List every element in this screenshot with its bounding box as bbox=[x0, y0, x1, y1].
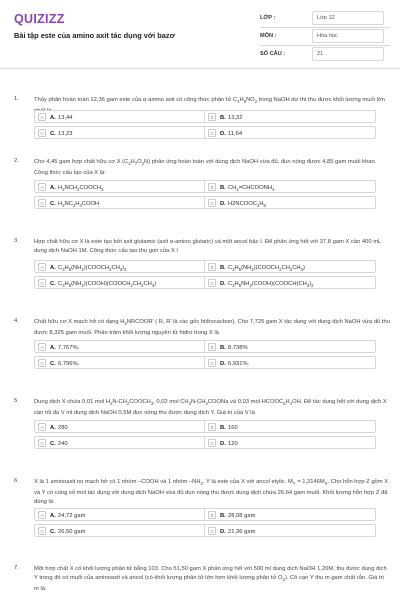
question-number: 4. bbox=[14, 318, 19, 324]
answer-option-a[interactable] bbox=[34, 110, 206, 123]
question-number: 3. bbox=[14, 238, 19, 244]
meta-row-count bbox=[260, 46, 390, 64]
option-checkbox[interactable]: A bbox=[38, 511, 46, 519]
option-letter: D. bbox=[220, 528, 226, 535]
question-number: 7. bbox=[14, 565, 19, 571]
worksheet-header bbox=[0, 0, 400, 66]
option-letter: C. bbox=[50, 200, 56, 207]
answer-option-a[interactable] bbox=[34, 508, 206, 521]
option-text: 7,767%. bbox=[58, 344, 80, 351]
option-checkbox[interactable]: A bbox=[38, 263, 46, 271]
answer-option-d[interactable] bbox=[204, 276, 376, 289]
option-text: $C_3H_5NH_2(COOH)(COOCH(CH_3)_2$ bbox=[228, 280, 314, 288]
option-letter: D. bbox=[220, 360, 226, 367]
option-letter: B. bbox=[220, 114, 226, 121]
option-letter: D. bbox=[220, 130, 226, 137]
option-checkbox[interactable]: B bbox=[208, 263, 216, 271]
option-checkbox[interactable]: B bbox=[208, 113, 216, 121]
option-text: $C_3H_5(NH_2)(COOCH_2CH_2CH_3)$ bbox=[228, 264, 305, 272]
option-letter: A. bbox=[50, 512, 56, 519]
question-text: Hợp chất hữu cơ X là este tạo bởi axit glutamic (axit α-amino glutaric) và một ancol bậc I. Để phản ứng hết với 37,8 gam X cần 400 mL dung dịch NaOH 1M. Công thức cấu tạo thu gọn của X l bbox=[34, 239, 382, 254]
meta-row-subject bbox=[260, 28, 390, 46]
question-text: X là 1 aminoaxit no mạch hở có 1 nhóm –COOH và 1 nhóm $-NH_2$. Y là este của X với ancol etylic. $M_Y = 1,3146M_X$. Cho hỗn hợp Z gồm X và Y có cùng số mol tác dụng với dung dịch NaOH vừa đủ đun nóng thu được dung dịch chứa 26,64 gam muối. Khối lượng hỗn hợp Z đã dùng là: bbox=[34, 479, 389, 505]
option-text: 160 bbox=[228, 424, 238, 431]
option-letter: A. bbox=[50, 424, 56, 431]
option-letter: A. bbox=[50, 184, 56, 191]
option-letter: A. bbox=[50, 344, 56, 351]
option-checkbox[interactable]: C bbox=[38, 359, 46, 367]
answer-option-c[interactable] bbox=[34, 126, 206, 139]
option-checkbox[interactable]: D bbox=[208, 359, 216, 367]
question-text: Thủy phân hoàn toàn 12,36 gam este của α-amino axit có công thức phân tử $C_4H_9NO_2$ trong NaOH dư thì thu được khối lượng muối lớn bbox=[34, 97, 385, 105]
option-letter: C. bbox=[50, 360, 56, 367]
answer-option-c[interactable] bbox=[34, 436, 206, 449]
option-letter: D. bbox=[220, 200, 226, 207]
option-text: 120 bbox=[228, 440, 238, 447]
option-letter: A. bbox=[50, 114, 56, 121]
question-text: Chất hữu cơ X mạch hở có dạng $H_2NRCOOR'$ ( R, R' là các gốc hiđrocacbon). Cho 7,725 gam X tác dụng với dung dịch NaOH vừa đủ thu được 8,325 gam muối. Phần trăm khối lượng nguyên tử hiđro trong X là bbox=[34, 319, 390, 336]
option-text: 240 bbox=[58, 440, 68, 447]
option-text: $C_3H_5(NH_2)(COOCH_2CH_3)_2$ bbox=[58, 264, 127, 272]
meta-label: SỐ CÂU : bbox=[260, 51, 286, 57]
option-checkbox[interactable]: C bbox=[38, 527, 46, 535]
question-number: 6. bbox=[14, 478, 19, 484]
meta-value-field[interactable]: 21 bbox=[312, 47, 384, 61]
question-number: 2. bbox=[14, 158, 19, 164]
option-text: 6,796%. bbox=[58, 360, 80, 367]
option-text: $H_2NCH_2COOCH_3$ bbox=[58, 184, 104, 192]
answer-option-c[interactable] bbox=[34, 276, 206, 289]
option-text: 280 bbox=[58, 424, 68, 431]
option-text: 24,72 gam bbox=[58, 512, 86, 519]
answer-option-d[interactable] bbox=[204, 126, 376, 139]
option-letter: B. bbox=[220, 424, 226, 431]
question-number: 1. bbox=[14, 96, 19, 102]
question-number: 5. bbox=[14, 398, 19, 404]
question-text: Cho 4,45 gam hợp chất hữu cơ X $(C_3H_7O_2N)$ phản ứng hoàn toàn với dung dịch NaOH vừa đủ, đun nóng được 4,85 gam muối khan. Công thức cấu tạo của X là: bbox=[34, 159, 377, 176]
header-divider bbox=[0, 68, 400, 69]
answer-option-b[interactable] bbox=[204, 508, 376, 521]
answer-option-d[interactable] bbox=[204, 196, 376, 209]
option-checkbox[interactable]: A bbox=[38, 423, 46, 431]
option-text: $H_2NC_2H_4COOH$ bbox=[58, 200, 100, 208]
option-text: $CH_2=CHCOONH_4$ bbox=[228, 184, 275, 192]
meta-label: MÔN : bbox=[260, 33, 277, 39]
option-checkbox[interactable]: C bbox=[38, 439, 46, 447]
option-text: 13,32 bbox=[228, 114, 243, 121]
answer-option-b[interactable] bbox=[204, 180, 376, 193]
option-letter: C. bbox=[50, 528, 56, 535]
answer-option-a[interactable] bbox=[34, 340, 206, 353]
answer-option-d[interactable] bbox=[204, 356, 376, 369]
question-text: Một hợp chất X có khối lượng phân tử bằng 103. Cho 51,50 gam X phản ứng hết với 500 ml dung dịch NaOH 1,20M, thu được dung dịch Y trong đó có muối của aminoaxit và ancol (có khối lượng phân tử lớn hơn khối lượng phân tử $O_2$). Cô cạn Y thu m gam chất rắn. Giá trị m là: bbox=[34, 566, 387, 592]
option-checkbox[interactable]: B bbox=[208, 183, 216, 191]
option-text: 28,08 gam bbox=[228, 512, 256, 519]
meta-value-field[interactable]: Hóa học bbox=[312, 29, 384, 43]
option-checkbox[interactable]: D bbox=[208, 199, 216, 207]
option-letter: C. bbox=[50, 440, 56, 447]
option-checkbox[interactable]: A bbox=[38, 113, 46, 121]
meta-label: LỚP : bbox=[260, 15, 276, 21]
option-letter: A. bbox=[50, 264, 56, 271]
option-text: 13,23 bbox=[58, 130, 73, 137]
option-letter: B. bbox=[220, 184, 226, 191]
option-checkbox[interactable]: B bbox=[208, 343, 216, 351]
answer-option-b[interactable] bbox=[204, 260, 376, 273]
option-checkbox[interactable]: C bbox=[38, 199, 46, 207]
answer-option-c[interactable] bbox=[34, 356, 206, 369]
option-letter: C. bbox=[50, 130, 56, 137]
option-letter: B. bbox=[220, 344, 226, 351]
quizizz-logo: QUIZIZZ bbox=[14, 12, 65, 26]
option-letter: B. bbox=[220, 512, 226, 519]
option-text: 8,738% bbox=[228, 344, 248, 351]
answer-option-a[interactable] bbox=[34, 180, 206, 193]
option-text: 13,44 bbox=[58, 114, 73, 121]
option-checkbox[interactable]: C bbox=[38, 279, 46, 287]
page-title: Bài tập este của amino axit tác dụng với bazơ bbox=[14, 31, 175, 40]
option-text: $H2NCOOC_2H_5$ bbox=[228, 200, 266, 208]
option-checkbox[interactable]: B bbox=[208, 423, 216, 431]
option-checkbox[interactable]: A bbox=[38, 183, 46, 191]
answer-option-b[interactable] bbox=[204, 340, 376, 353]
question-text: Dung dịch X chứa 0,01 mol $H_2N-CH_2COOCH_3$, 0,02 mol $CH_3N-CH_2COONa$ và 0,03 mol $HCOOC_6H_4OH$. Để tác dụng hết với dung dịch X cần tối đa V ml dung dịch NaOH 0,5M đun nóng thu được dung dịch Y. Giá trị của V là bbox=[34, 399, 387, 416]
option-text: 11,64 bbox=[228, 130, 243, 137]
option-letter: C. bbox=[50, 280, 56, 287]
option-checkbox[interactable]: C bbox=[38, 129, 46, 137]
option-letter: D. bbox=[220, 440, 226, 447]
answer-option-d[interactable] bbox=[204, 524, 376, 537]
option-checkbox[interactable]: D bbox=[208, 527, 216, 535]
option-letter: B. bbox=[220, 264, 226, 271]
meta-value-field[interactable]: Lớp 12 bbox=[312, 11, 384, 25]
option-text: $C_3H_5(NH_2)(COOH)(COOCH_2CH_2CH_3)$ bbox=[58, 280, 157, 288]
option-checkbox[interactable]: B bbox=[208, 511, 216, 519]
answer-option-b[interactable] bbox=[204, 110, 376, 123]
meta-row-class bbox=[260, 10, 390, 28]
option-checkbox[interactable]: A bbox=[38, 343, 46, 351]
answer-option-c[interactable] bbox=[34, 524, 206, 537]
answer-option-d[interactable] bbox=[204, 436, 376, 449]
option-text: 21,36 gam bbox=[228, 528, 256, 535]
answer-option-b[interactable] bbox=[204, 420, 376, 433]
meta-panel bbox=[260, 10, 390, 64]
answer-option-c[interactable] bbox=[34, 196, 206, 209]
option-text: 26,50 gam bbox=[58, 528, 86, 535]
option-checkbox[interactable]: D bbox=[208, 439, 216, 447]
option-checkbox[interactable]: D bbox=[208, 129, 216, 137]
answer-option-a[interactable] bbox=[34, 420, 206, 433]
option-checkbox[interactable]: D bbox=[208, 279, 216, 287]
option-text: 6,931%. bbox=[228, 360, 250, 367]
answer-option-a[interactable] bbox=[34, 260, 206, 273]
option-letter: D. bbox=[220, 280, 226, 287]
